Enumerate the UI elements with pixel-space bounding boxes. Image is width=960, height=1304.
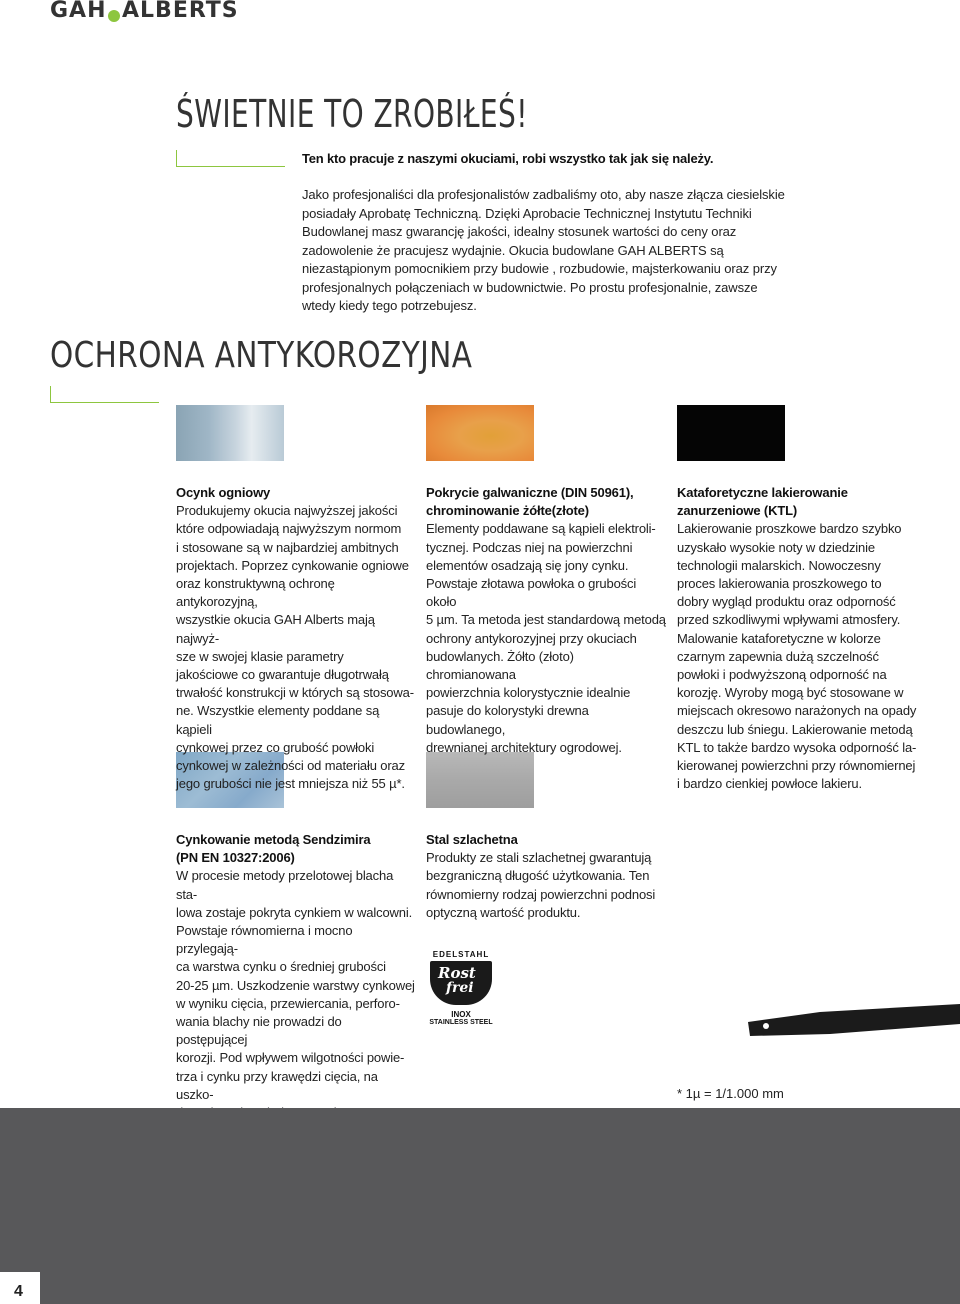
section-text: Produkty ze stali szlachetnej gwarantują bezgraniczną długość użytkowania. Ten równomierny rodzaj powierzchni podnosi optyczną wartość produktu.: [426, 850, 656, 920]
section-text: Elementy poddawane są kąpieli elektroli- tycznej. Podczas niej na powierzchni elementów osadzają się jony cynku. Powstaje złotawa powłoka o grubości około 5 µm. Ta metoda jest standardową metodą ochrony antykorozyjnej przy okuciach budowlanych. Żółto (złoto) chromianowana powierzchnia kolorystycznie idealnie pasuje do kolorystyki drewna budowlanego, drewnianej architektury ogrodowej.: [426, 521, 666, 755]
section-text: Lakierowanie proszkowe bardzo szybko uzyskało wysokie noty w dziedzinie technologii malarskich. Nowoczesny proces lakierowania proszkowego to dobry wygląd produktu oraz odporność przed szkodliwymi wpływami atmosfery. Malowanie kataforetyczne w kolorze czarnym zapewnia dużą szczelność powłoki i podwyższoną odporność na korozję. Wyroby mogą być stosowane w miejscach okresowo narażonych na opady deszczu lub śniegu. Lakierowanie metodą KTL to także bardzo wysoka odporność la- kierowanej powierzchni przy równomiernej i bardzo cienkiej powłoce lakieru.: [677, 521, 917, 792]
section-heading: OCHRONA ANTYKOROZYJNA: [50, 335, 473, 376]
main-heading: ŚWIETNIE TO ZROBIŁEŚ!: [176, 92, 528, 136]
hot-dip-galvanized-swatch: [176, 405, 284, 461]
yellow-chromate-swatch: [426, 405, 534, 461]
section-title: Pokrycie galwaniczne (DIN 50961), chrominowanie żółte(złote): [426, 485, 634, 519]
section-title: Ocynk ogniowy: [176, 485, 271, 500]
black-coated-bar-image: [740, 1000, 960, 1040]
stamp-word-frei: frei: [446, 980, 474, 996]
section-title: Cynkowanie metodą Sendzimira (PN EN 10327:2006): [176, 832, 371, 866]
stamp-word-rost: Rost: [438, 964, 476, 982]
section-hot-dip: [176, 484, 416, 793]
logo-gah-text: GAH: [50, 0, 107, 23]
footer-band: [0, 1108, 960, 1304]
logo-dot-icon: [108, 10, 120, 22]
section-galvanic: [426, 484, 666, 757]
section-accent-line: [50, 386, 159, 403]
stamp-top-text: EDELSTAHL: [432, 950, 490, 959]
stamp-inox: INOX: [451, 1010, 471, 1019]
section-stainless: [426, 831, 666, 922]
heading-accent-line: [176, 150, 285, 167]
rostfrei-stamp: [424, 950, 498, 1030]
section-text: Produkujemy okucia najwyższej jakości które odpowiadają najwyższym normom i stosowane są w najbardziej ambitnych projektach. Poprzez cynkowanie ogniowe oraz konstruktywną ochronę antykorozyjną, wszystkie okucia GAH Alberts mają najwyż- sze w swojej klasie parametry jakościowe co gwarantuje długotrwałą trwałość konstrukcji w których są stosowa- ne. Wszystkie elementy poddane są kąpieli cynkowej przez co grubość powłoki cynkowej w zależności od materiału oraz jego grubości nie jest mniejsza niż 55 µ*.: [176, 503, 414, 792]
page-number: 4: [14, 1283, 23, 1300]
section-text: W procesie metody przelotowej blacha sta- lowa zostaje pokryta cynkiem w walcowni. Powstaje równomierna i mocno przylegają- ca warstwa cynku o średniej grubości 20-25 µm. Uszkodzenie warstwy cynkowej w wyniku cięcia, przewiercania, perforo- wania blachy nie prowadzi do postępującej korozji. Pod wpływem wilgotności powie- trza i cynku przy krawędzi cięcia, na uszko-: [176, 868, 415, 1102]
subtitle: Ten kto pracuje z naszymi okuciami, robi wszystko tak jak się należy.: [302, 151, 714, 166]
section-title: Stal szlachetna: [426, 832, 518, 847]
logo-alberts-text: ALBERTS: [122, 0, 239, 23]
stamp-steel: STAINLESS STEEL: [429, 1019, 493, 1026]
section-ktl: [677, 484, 917, 793]
ktl-black-swatch: [677, 405, 785, 461]
stainless-steel-swatch: [426, 752, 534, 808]
intro-paragraph: Jako profesjonaliści dla profesjonalistów zadbaliśmy oto, aby nasze złącza ciesielskie posiadały Aprobatę Techniczną. Dzięki Aprobacie Technicznej Instytutu Techniki Budowlanej masz gwarancję jakości, idealny stosunek wartości do ceny oraz zadowolenie że pracujesz wydajnie. Okucia budowlane GAH ALBERTS są niezastąpionym pomocnikiem przy budowie , rozbudowie, majsterkowaniu oraz przy profesjonalnych połączeniach w budownictwie. Po prostu profesjonalnie, zawsze wtedy kiedy tego potrzebujesz.: [302, 187, 785, 313]
section-title: Kataforetyczne lakierowanie zanurzeniowe (KTL): [677, 485, 848, 519]
footnote: * 1µ = 1/1.000 mm: [677, 1086, 784, 1101]
